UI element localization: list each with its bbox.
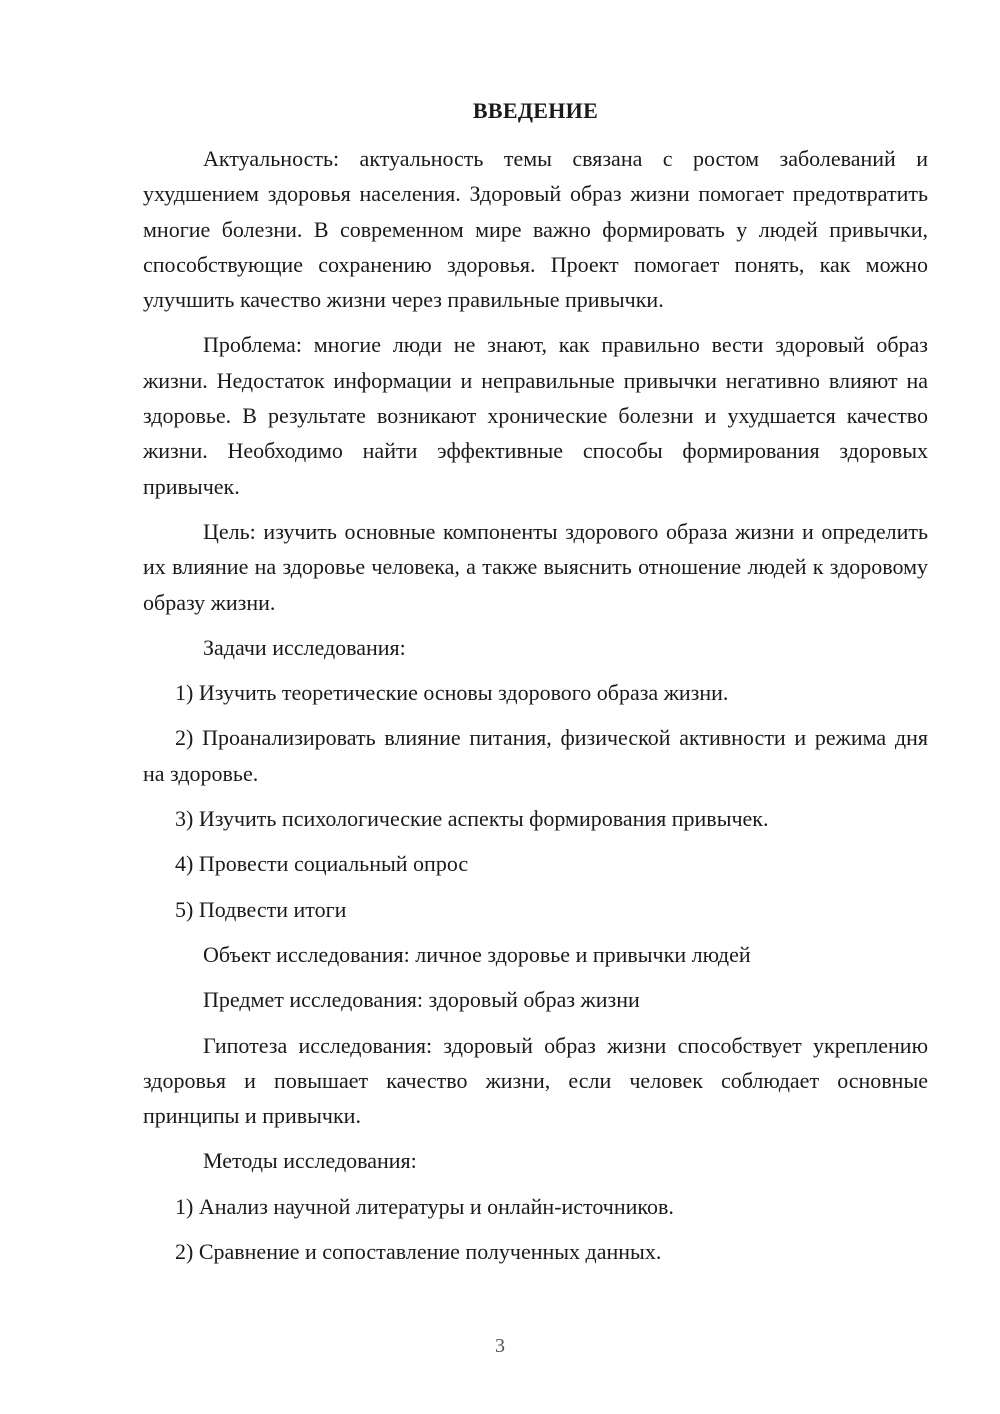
method-item-1: 1) Анализ научной литературы и онлайн-источников. — [175, 1193, 674, 1219]
goal-paragraph: Цель: изучить основные компоненты здорового образа жизни и определить их влияние на здоровье человека, а также выяснить отношение людей к здоровому образу жизни. — [143, 518, 928, 615]
task-item-2: 2) Проанализировать влияние питания, физической активности и режима дня на здоровье. — [143, 725, 928, 786]
tasks-heading: Задачи исследования: — [203, 634, 406, 660]
subject-paragraph: Предмет исследования: здоровый образ жизни — [203, 987, 640, 1013]
section-title: ВВЕДЕНИЕ — [472, 98, 599, 123]
document-page — [143, 96, 928, 1279]
relevance-paragraph: Актуальность: актуальность темы связана с ростом заболеваний и ухудшением здоровья населения. Здоровый образ жизни помогает предотвратить многие болезни. В современном мире важно формировать у людей привычки, способствующие сохранению здоровья. Проект помогает понять, как можно улучшить качество жизни через правильные привычки. — [143, 146, 928, 313]
problem-paragraph: Проблема: многие люди не знают, как правильно вести здоровый образ жизни. Недостаток информации и неправильные привычки негативно влияют на здоровье. В результате возникают хронические болезни и ухудшается качество жизни. Необходимо найти эффективные способы формирования здоровых привычек. — [143, 332, 928, 499]
methods-heading: Методы исследования: — [203, 1148, 417, 1174]
task-item-3: 3) Изучить психологические аспекты формирования привычек. — [175, 806, 769, 832]
page-number: 3 — [495, 1335, 505, 1357]
task-item-4: 4) Провести социальный опрос — [175, 851, 469, 877]
task-item-1: 1) Изучить теоретические основы здорового образа жизни. — [175, 680, 729, 706]
method-item-2: 2) Сравнение и сопоставление полученных данных. — [175, 1239, 662, 1265]
object-paragraph: Объект исследования: личное здоровье и привычки людей — [203, 941, 751, 967]
task-item-5: 5) Подвести итоги — [175, 896, 347, 922]
hypothesis-paragraph: Гипотеза исследования: здоровый образ жизни способствует укреплению здоровья и повышает качество жизни, если человек соблюдает основные принципы и привычки. — [143, 1032, 928, 1129]
